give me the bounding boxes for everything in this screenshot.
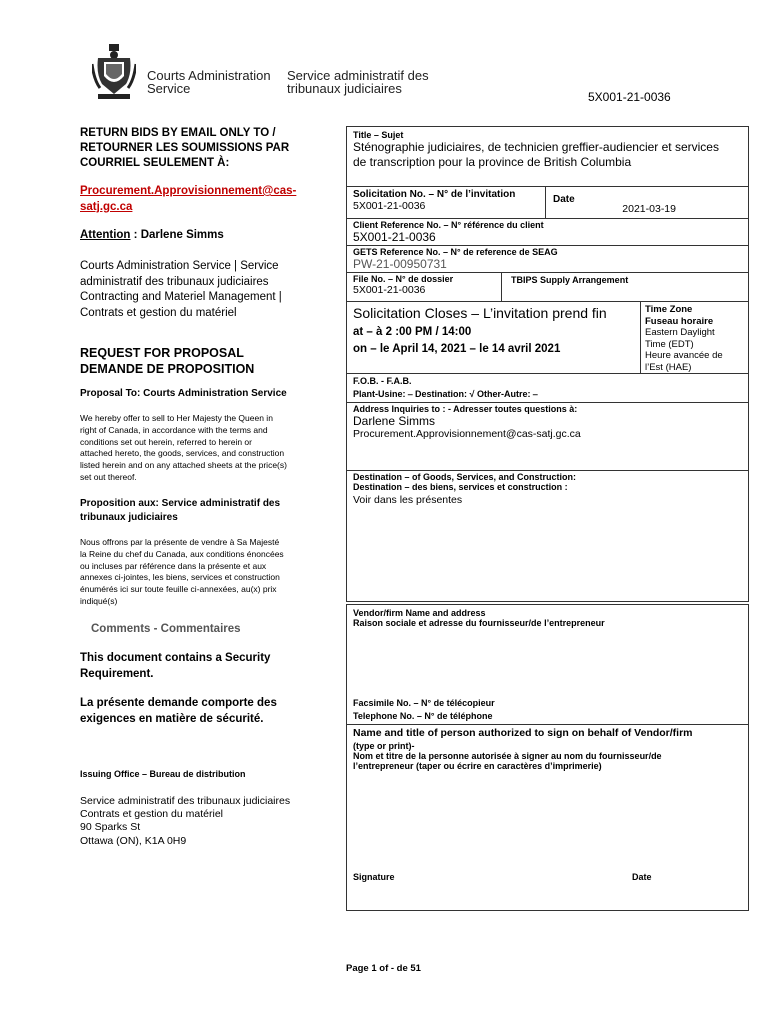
inquiries-email[interactable]: Procurement.Approvisionnement@cas-satj.gc.ca [353,428,581,440]
time-zone: Time Zone Fuseau horaire Eastern Daylight Time (EDT) Heure avancée de l’Est (HAE) [645,304,723,373]
closing-time: at – à 2 :00 PM / 14:00 [353,326,472,338]
closing-cell [347,302,641,373]
gets-ref-box: GETS Reference No. – N° de reference de SEAG PW-21-00950731 [346,245,749,273]
comments-heading: Comments - Commentaires [91,623,241,635]
issuing-office-address: Service administratif des tribunaux judiciaires Contrats et gestion du matériel 90 Sparks St Ottawa (ON), K1A 0H9 [80,795,291,847]
destination-value: Voir dans les présentes [353,494,463,506]
proposal-to: Proposal To: Courts Administration Service [80,388,287,399]
closing-date: on – le April 14, 2021 – le 14 avril 2021 [353,343,561,355]
solicitation-box [346,186,749,219]
department-name-en: Courts Administration Service [147,68,271,96]
signature-label: Signature [353,872,395,882]
solicitation-cell: Solicitation No. – N° de l’invitation 5X001-21-0036 [347,187,546,218]
offer-text-fr: Nous offrons par la présente de vendre à Sa Majesté la Reine du chef du Canada, aux conditions énoncées ou incluses par référence dans la présente et aux annexes ci-jointes, les biens, services et construction énumérés ici sur toute feuille ci-annexées, au(x) prix indiqué(s) [80,537,284,606]
tbips-label: TBIPS Supply Arrangement [511,275,629,285]
closing-box [346,301,749,374]
proposal-to-fr: Proposition aux: Service administratif des tribunaux judiciaires [80,498,281,523]
page-number: Page 1 of - de 51 [346,963,421,974]
title-box [346,126,749,187]
contracting-office: Courts Administration Service | Service administratif des tribunaux judiciaires Contracting and Materiel Management | Contrats et gestion du matériel [80,260,282,319]
issuing-office-label: Issuing Office – Bureau de distribution [80,769,246,779]
vendor-box: Vendor/firm Name and address Raison sociale et adresse du fournisseur/de l’entrepreneur Facsimile No. – N° de télécopieur Telephone No. – N° de téléphone [346,604,749,725]
file-number: 5X001-21-0036 [353,284,426,296]
file-box [346,272,749,302]
closing-title: Solicitation Closes – L’invitation prend fin [353,305,607,321]
date-label: Date [553,194,575,205]
gets-ref-value: PW-21-00950731 [353,257,447,271]
fax-label: Facsimile No. – N° de télécopieur [353,698,495,708]
security-requirement-en: This document contains a Security Requirement. [80,652,271,680]
document-number: 5X001-21-0036 [588,90,671,104]
signatory-box: Name and title of person authorized to sign on behalf of Vendor/firm (type or print)- Nom et titre de la personne autorisée à signer au nom du fournisseur/de l’entrepreneur (taper ou écrire en caractères d’imprimerie) Signature Date [346,724,749,911]
fob-box: F.O.B. - F.A.B. Plant-Usine: ⎯ Destination: √ Other-Autre: ⎯ [346,373,749,403]
offer-text-en: We hereby offer to sell to Her Majesty the Queen in right of Canada, in accordance with the terms and conditions set out herein, referred to herein or attached hereto, the goods, services, and construction listed herein and on any attached sheets at the price(s) set out thereof. [80,413,287,482]
rfp-heading: REQUEST FOR PROPOSAL DEMANDE DE PROPOSITION [80,346,255,376]
title-value: Sténographie judiciaires, de technicien greffier-audiencier et services de transcription pour la province de British Columbia [353,140,719,169]
canada-coat-of-arms-icon [92,44,136,100]
destination-box: Destination – of Goods, Services, and Construction: Destination – des biens, services et construction : Voir dans les présentes [346,470,749,602]
department-name-fr: Service administratif des tribunaux judiciaires [287,68,429,96]
return-bids-heading: RETURN BIDS BY EMAIL ONLY TO / RETOURNER LES SOUMISSIONS PAR COURRIEL SEULEMENT À: [80,127,290,169]
signature-date-label: Date [632,872,652,882]
inquiries-box: Address Inquiries to : - Adresser toutes questions à: Darlene Simms Procurement.Approvisionnement@cas-satj.gc.ca [346,402,749,471]
tel-label: Telephone No. – N° de téléphone [353,711,493,721]
solicitation-number: 5X001-21-0036 [353,200,426,212]
security-requirement-fr: La présente demande comporte des exigences en matière de sécurité. [80,697,277,725]
inquiries-name: Darlene Simms [353,414,436,428]
fob-options: Plant-Usine: ⎯ Destination: √ Other-Autre: ⎯ [353,389,538,399]
attention-line: Attention : Darlene Simms [80,229,224,241]
file-cell: File No. – N° de dossier 5X001-21-0036 [347,273,502,301]
date-value: 2021-03-19 [622,203,676,215]
client-ref-value: 5X001-21-0036 [353,230,436,244]
return-email-link[interactable]: Procurement.Approvisionnement@cas- satj.gc.ca [80,185,297,213]
title-label: Title – Sujet [353,130,404,140]
client-ref-box: Client Reference No. – N° référence du client 5X001-21-0036 [346,218,749,246]
